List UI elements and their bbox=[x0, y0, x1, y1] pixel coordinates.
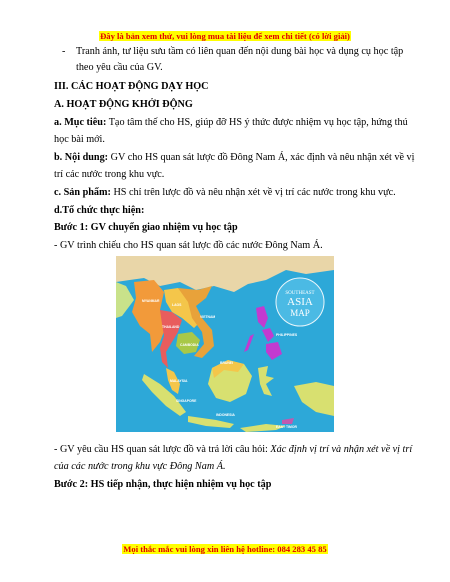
content-label: b. Nội dung: bbox=[54, 152, 109, 163]
step1-title: Bước 1: GV chuyển giao nhiệm vụ học tập bbox=[54, 222, 238, 233]
question-prefix: - GV yêu cầu HS quan sát lược đồ và trả lời câu hỏi: bbox=[54, 444, 271, 455]
objective-paragraph bbox=[54, 116, 408, 129]
objective-text: Tạo tâm thế cho HS, giúp đỡ HS ý thức được nhiệm vụ học tập, hứng thú bbox=[106, 117, 408, 128]
section-title: III. CÁC HOẠT ĐỘNG DẠY HỌC bbox=[54, 81, 209, 92]
map-title-bottom: MAP bbox=[290, 308, 310, 318]
bullet-line-1: Tranh ảnh, tư liệu sưu tầm có liên quan đến nội dung bài học và dụng cụ học tập bbox=[76, 46, 404, 57]
map-title-mid: ASIA bbox=[287, 296, 313, 308]
label-cambodia: CAMBODIA bbox=[180, 343, 199, 347]
product-paragraph bbox=[54, 186, 400, 199]
east-timor-shape bbox=[282, 418, 294, 424]
label-myanmar: MYANMAR bbox=[142, 299, 160, 303]
papua-shape bbox=[294, 382, 334, 416]
preview-notice-banner bbox=[0, 26, 450, 44]
product-text: HS chỉ trên lược đồ và nêu nhận xét về vị trí các nước trong khu vực. bbox=[110, 187, 396, 198]
content-paragraph bbox=[54, 151, 415, 164]
label-laos: LAOS bbox=[172, 303, 182, 307]
map-title-top: SOUTHEAST bbox=[285, 291, 315, 296]
java-shape bbox=[188, 416, 234, 428]
label-vietnam: VIETNAM bbox=[200, 315, 216, 319]
map-illustration bbox=[116, 256, 334, 432]
objective-line-2: học bài mới. bbox=[54, 134, 105, 145]
subsection-title: A. HOẠT ĐỘNG KHỞI ĐỘNG bbox=[54, 99, 193, 110]
question-paragraph bbox=[54, 443, 413, 456]
sulawesi-shape bbox=[258, 366, 274, 396]
mindanao-shape bbox=[266, 342, 282, 360]
content-text: GV cho HS quan sát lược đồ Đông Nam Á, xác định và nêu nhận xét về vị bbox=[108, 152, 415, 163]
southeast-asia-map bbox=[116, 256, 334, 432]
label-singapore: SINGAPORE bbox=[176, 399, 197, 403]
materials-bullet bbox=[54, 45, 404, 58]
label-east-timor: EAST TIMOR bbox=[276, 425, 297, 429]
content-line-2: trí các nước trong khu vực. bbox=[54, 169, 165, 180]
hotline-footer-text: Mọi thắc mắc vui lòng xin liên hệ hotline: 084 283 45 85 bbox=[123, 544, 327, 554]
palawan-shape bbox=[244, 334, 254, 352]
hotline-footer-banner bbox=[0, 539, 450, 557]
bullet-line-2: theo yêu cầu của GV. bbox=[76, 62, 163, 73]
india-landmass bbox=[116, 282, 134, 318]
label-malaysia: MALAYSIA bbox=[170, 379, 188, 383]
label-thailand: THAILAND bbox=[162, 325, 180, 329]
product-label: c. Sản phẩm: bbox=[54, 187, 111, 198]
luzon-shape bbox=[256, 306, 268, 328]
label-philippines: PHILIPPINES bbox=[276, 333, 298, 337]
visayas-shape bbox=[262, 328, 274, 342]
preview-notice-text: Đây là bản xem thử, vui lòng mua tài liệu để xem chi tiết (có lời giải) bbox=[100, 31, 350, 41]
bullet-dash: - bbox=[62, 46, 66, 57]
objective-label: a. Mục tiêu: bbox=[54, 117, 107, 128]
organization-title: d.Tổ chức thực hiện: bbox=[54, 205, 145, 216]
question-italic: Xác định vị trí và nhận xét về vị trí bbox=[270, 444, 413, 455]
step1-text: - GV trình chiếu cho HS quan sát lược đồ các nước Đông Nam Á. bbox=[54, 240, 323, 251]
label-indonesia: INDONESIA bbox=[216, 413, 235, 417]
question-line-2: của các nước trong khu vực Đông Nam Á. bbox=[54, 461, 226, 472]
label-brunei: BRUNEI bbox=[220, 361, 233, 365]
step2-title: Bước 2: HS tiếp nhận, thực hiện nhiệm vụ học tập bbox=[54, 479, 272, 490]
